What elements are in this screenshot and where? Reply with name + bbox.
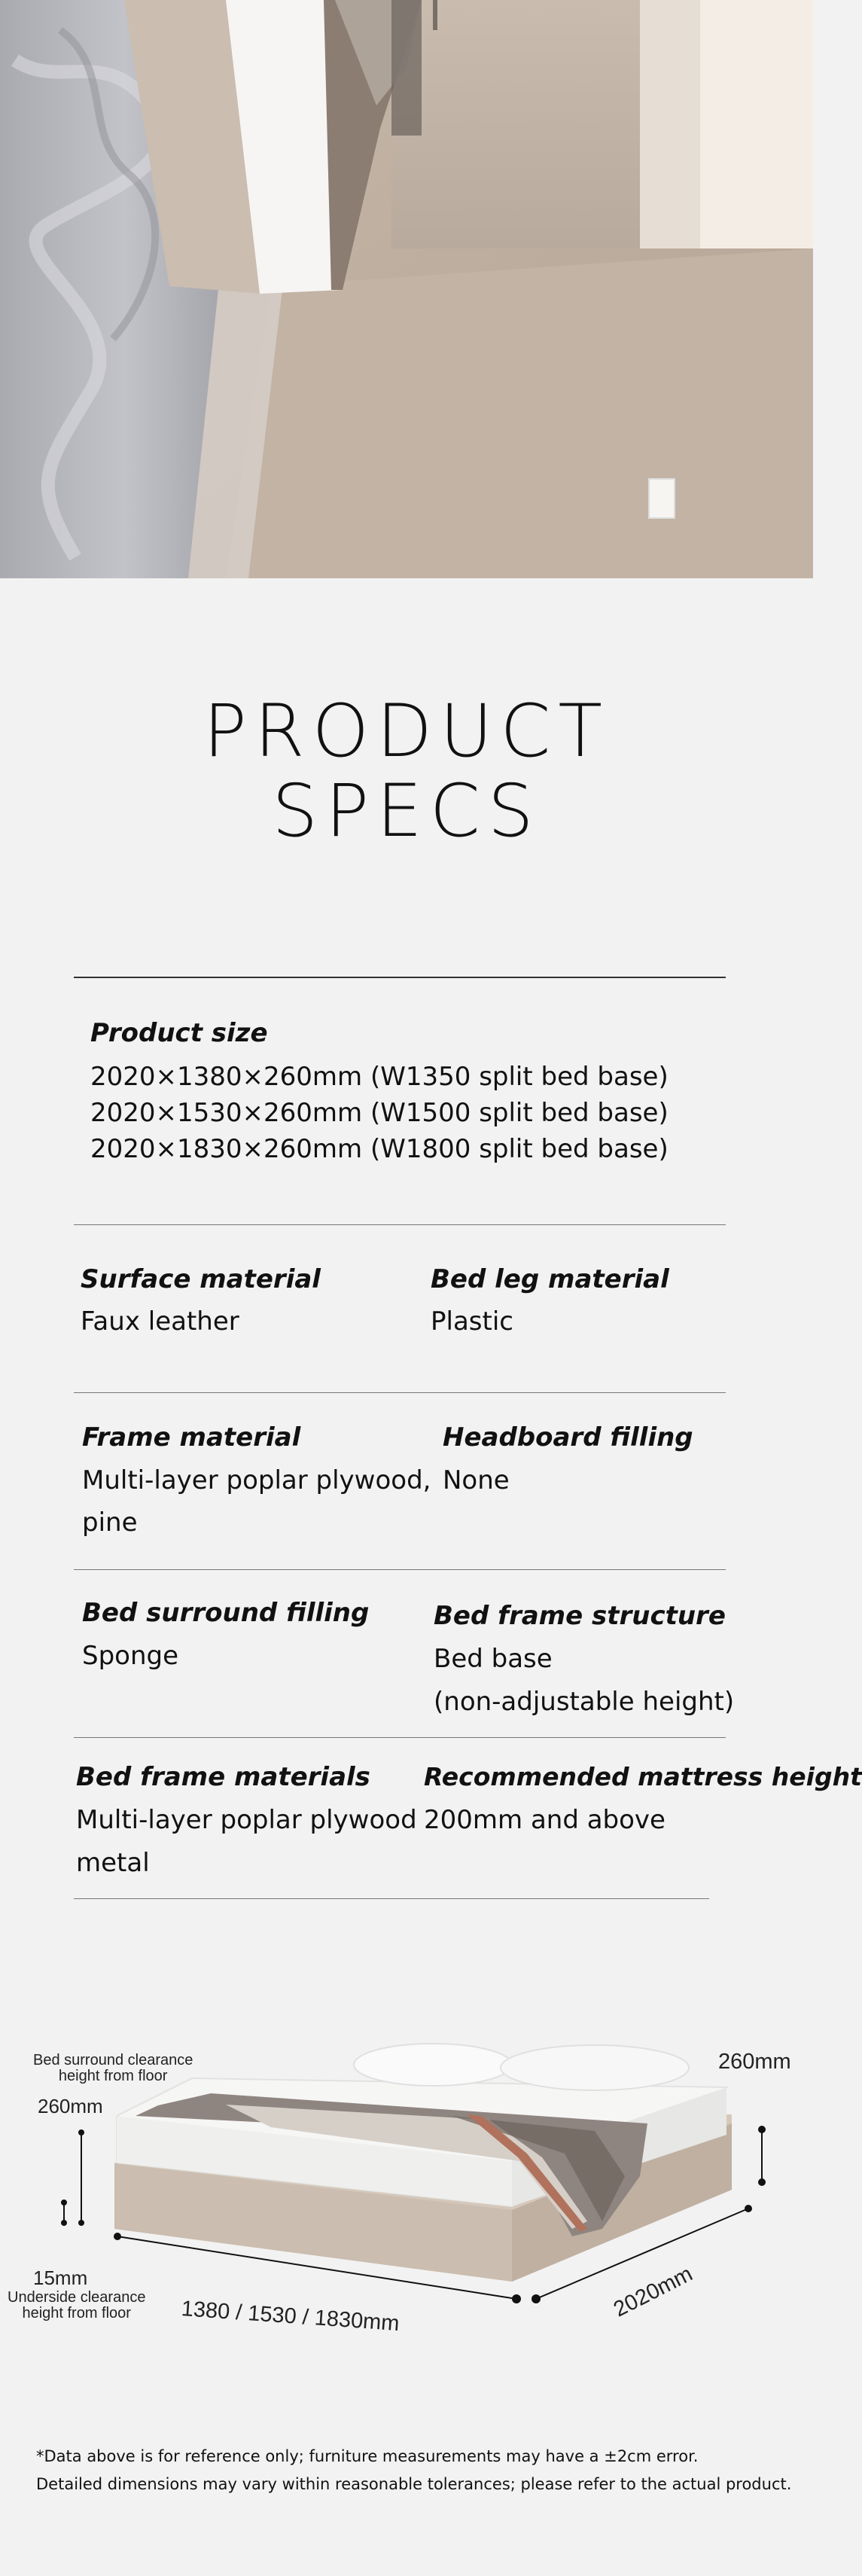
disclaimer-line-2: Detailed dimensions may vary within reasonable tolerances; please refer to the actual product. <box>36 2475 792 2493</box>
divider <box>74 1569 726 1570</box>
bed-frame-materials-value: Multi-layer poplar plywood <box>76 1805 417 1835</box>
recommended-mattress-height-value: 200mm and above <box>424 1805 666 1835</box>
divider <box>74 1737 726 1738</box>
page-title-line-2: SPECS <box>272 769 541 853</box>
recommended-mattress-height-label: Recommended mattress height <box>424 1762 862 1791</box>
length-value: 2020mm <box>610 2261 697 2322</box>
divider <box>74 1224 726 1225</box>
bed-leg-material-label: Bed leg material <box>431 1264 669 1294</box>
underside-clearance-label: Underside clearance height from floor <box>8 2289 146 2321</box>
frame-material-label: Frame material <box>82 1422 301 1453</box>
dimension-diagram <box>0 2003 813 2364</box>
surface-material-label: Surface material <box>81 1264 321 1294</box>
hero-photo <box>0 0 813 578</box>
height-value: 260mm <box>718 2050 791 2074</box>
bed-frame-materials-label: Bed frame materials <box>76 1762 370 1792</box>
width-values: 1380 / 1530 / 1830mm <box>180 2297 401 2337</box>
page-title-line-1: PRODUCT <box>203 689 610 773</box>
underside-clearance-value: 15mm <box>33 2267 88 2289</box>
divider <box>74 1392 726 1393</box>
bed-frame-structure-label: Bed frame structure <box>434 1601 726 1631</box>
frame-material-value: pine <box>82 1507 138 1538</box>
surround-clearance-label: Bed surround clearance height from floor <box>33 2052 193 2084</box>
surface-material-value: Faux leather <box>81 1306 239 1337</box>
surround-clearance-value: 260mm <box>38 2095 103 2117</box>
bed-frame-materials-value: metal <box>76 1848 150 1878</box>
bed-leg-material-value: Plastic <box>431 1306 513 1337</box>
product-size-value: 2020×1530×260mm (W1500 split bed base) <box>90 1098 669 1128</box>
bed-frame-structure-value: (non-adjustable height) <box>434 1687 735 1717</box>
disclaimer-line-1: *Data above is for reference only; furniture measurements may have a ±2cm error. <box>36 2447 699 2465</box>
bed-room-illustration <box>0 0 813 578</box>
headboard-filling-label: Headboard filling <box>443 1422 693 1453</box>
frame-material-value: Multi-layer poplar plywood, <box>82 1465 431 1495</box>
divider <box>74 1898 709 1899</box>
headboard-filling-value: None <box>443 1465 510 1495</box>
product-size-value: 2020×1830×260mm (W1800 split bed base) <box>90 1134 669 1164</box>
bed-frame-structure-value: Bed base <box>434 1644 553 1674</box>
product-size-value: 2020×1380×260mm (W1350 split bed base) <box>90 1062 669 1092</box>
bed-surround-filling-label: Bed surround filling <box>82 1598 370 1628</box>
divider <box>74 977 726 978</box>
bed-surround-filling-value: Sponge <box>82 1641 179 1671</box>
product-size-label: Product size <box>90 1018 268 1048</box>
